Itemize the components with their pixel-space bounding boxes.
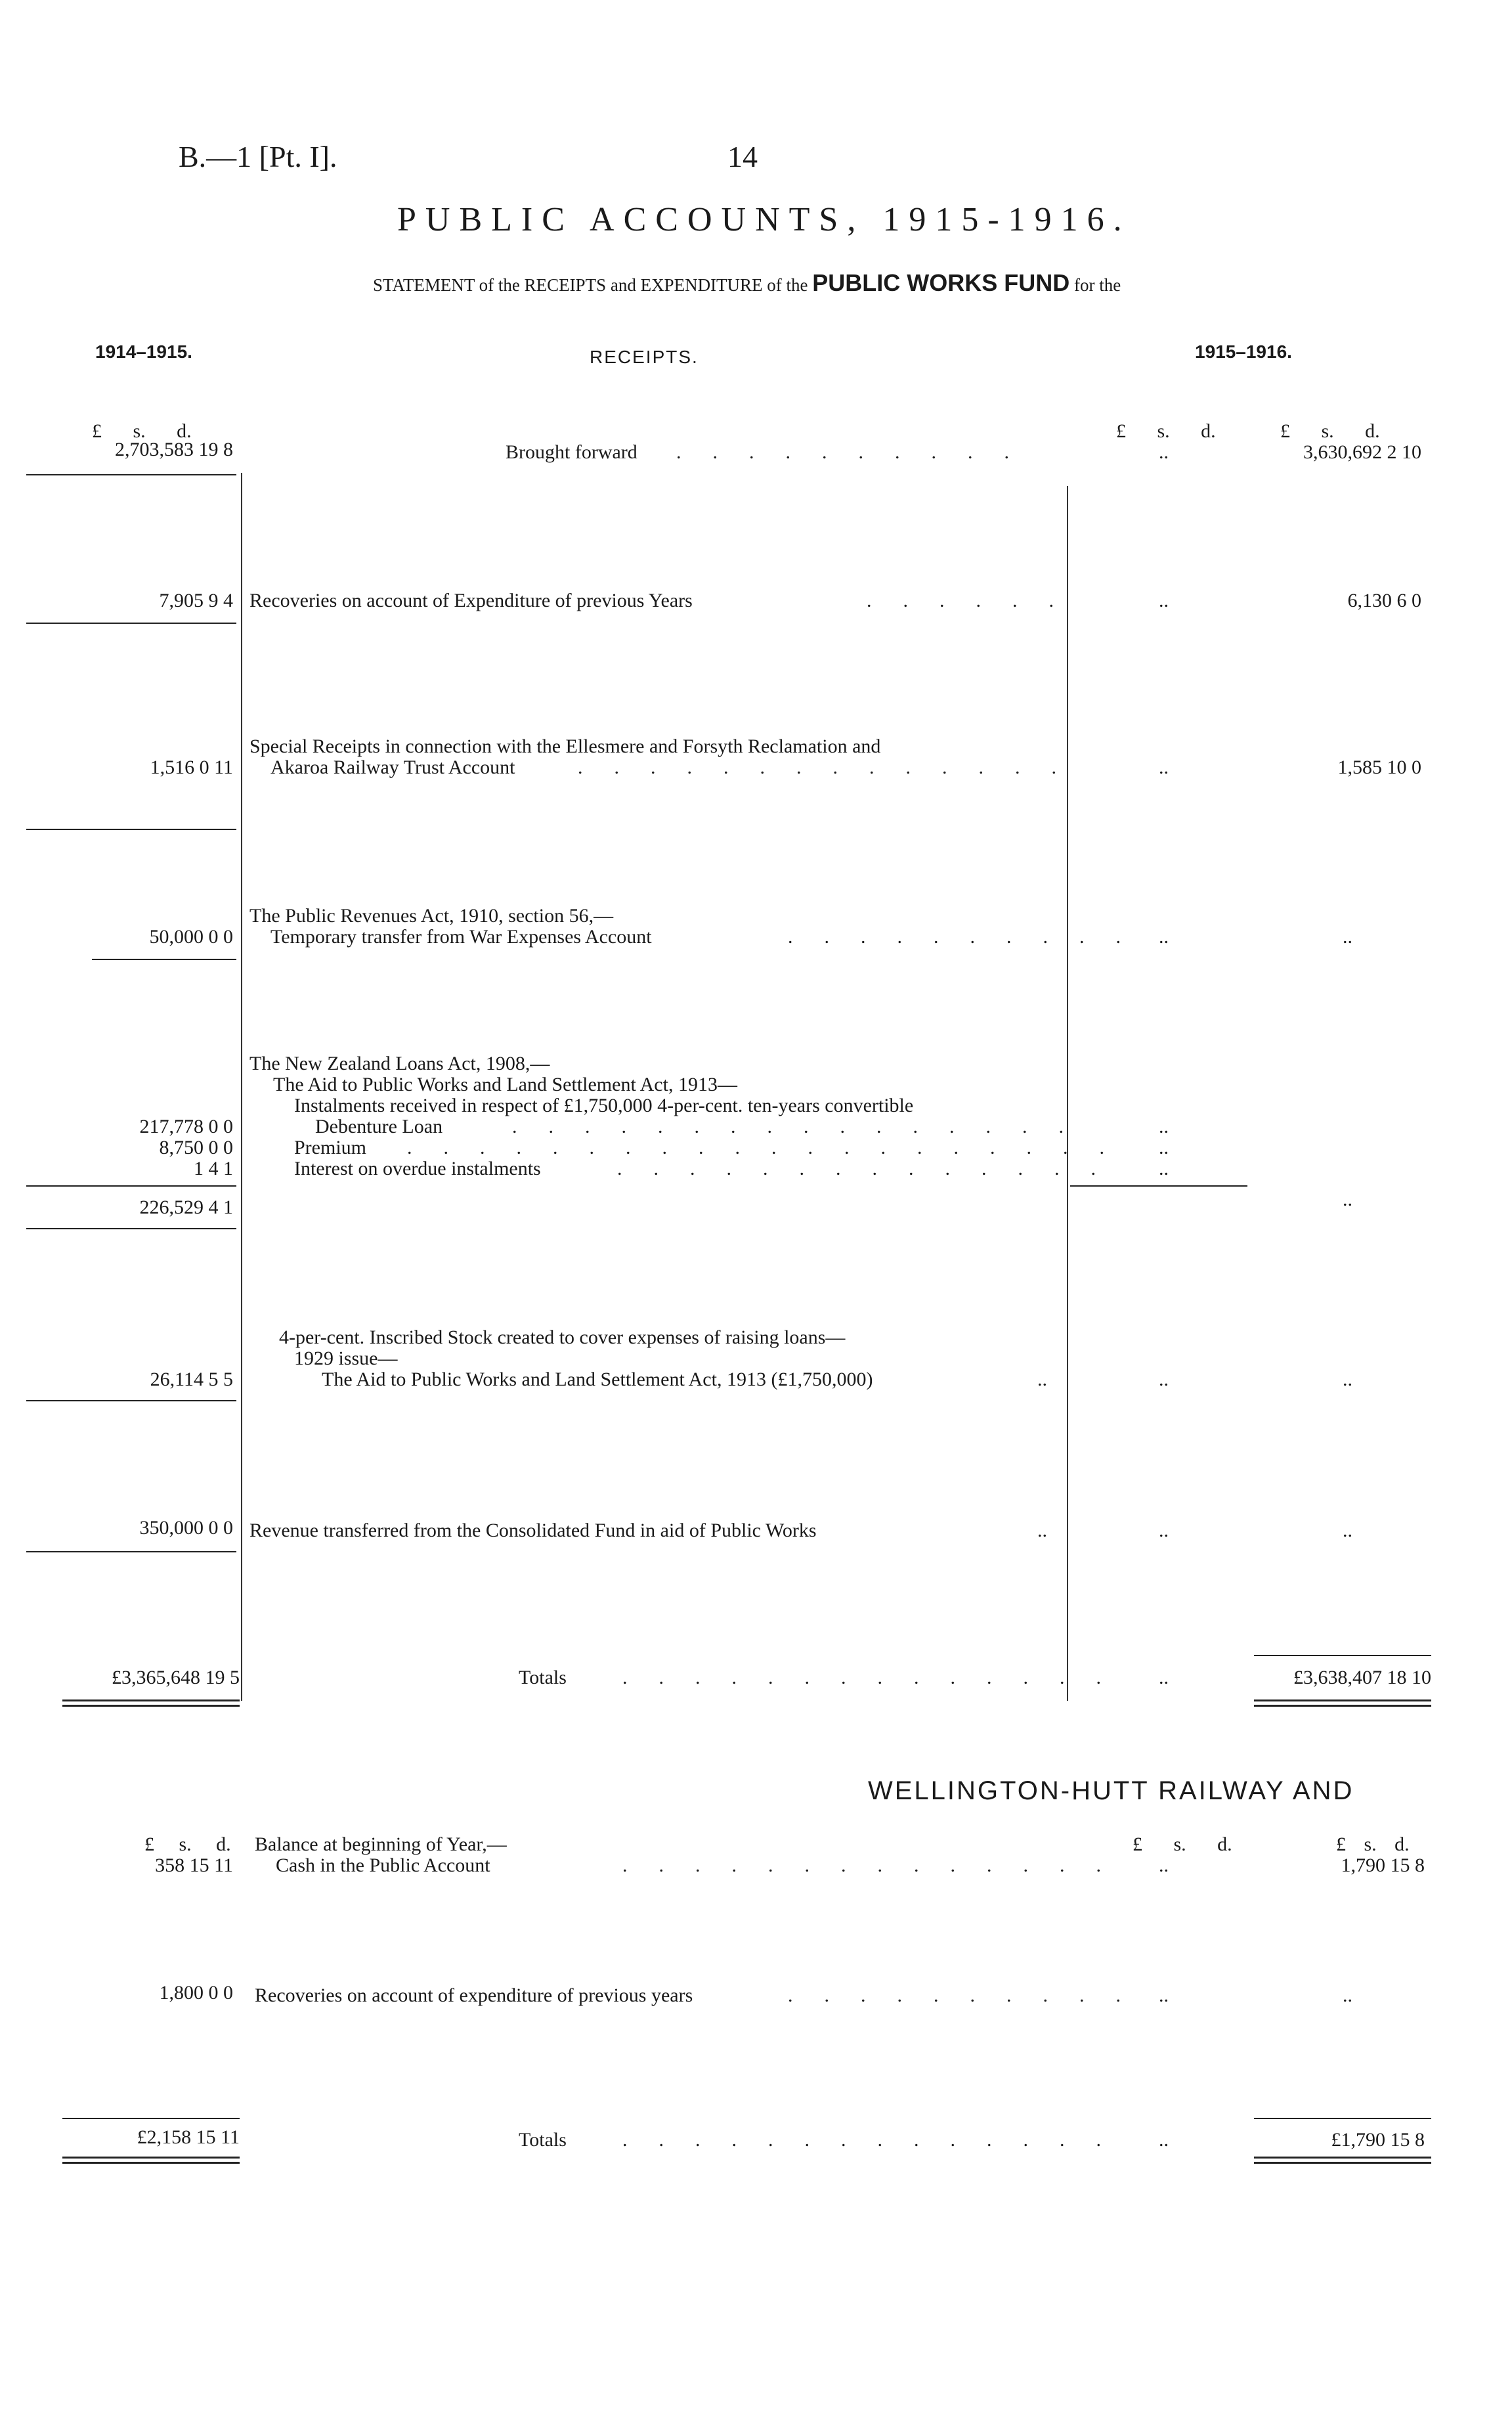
rule — [26, 1551, 236, 1552]
rule — [92, 959, 236, 960]
double-rule — [1254, 1705, 1431, 1707]
wellington-balance-current: 1,790 15 8 — [1341, 1854, 1425, 1876]
totals-current: £3,638,407 18 10 — [1293, 1667, 1431, 1688]
unit-label-right-a: £ s. d. — [1116, 420, 1216, 442]
loans-act-label-5: Premium — [294, 1137, 366, 1158]
consolidated-label: Revenue transferred from the Consolidated Fund in aid of Public Works — [249, 1520, 817, 1541]
special-receipts-previous: 1,516 0 11 — [150, 756, 233, 778]
wellington-totals-current-a: .. — [1159, 2129, 1169, 2151]
brought-forward-current: 3,630,692 2 10 — [1303, 441, 1421, 463]
brought-forward-current-a: .. — [1159, 441, 1169, 463]
loans-subtotal-previous: 226,529 4 1 — [139, 1196, 233, 1218]
loans-premium-previous: 8,750 0 0 — [159, 1137, 233, 1158]
recoveries-label: Recoveries on account of Expenditure of previous Years — [249, 590, 693, 611]
consolidated-current: .. — [1343, 1520, 1352, 1541]
wellington-balance-label-2: Cash in the Public Account — [276, 1854, 490, 1876]
loans-act-label-6: Interest on overdue instalments — [294, 1158, 541, 1179]
leader-dots: .......... — [676, 441, 1041, 463]
wellington-totals-current: £1,790 15 8 — [1331, 2129, 1425, 2151]
brought-forward-label: Brought forward — [506, 441, 637, 463]
leader-dots: .. — [1037, 1520, 1047, 1541]
subtitle-fund-name: PUBLIC WORKS FUND — [812, 269, 1070, 296]
unit-label-right-b: £ s. d. — [1280, 420, 1380, 442]
inscribed-stock-current: .. — [1343, 1369, 1352, 1390]
column-year-previous: 1914–1915. — [95, 341, 192, 362]
loans-subtotal-current: .. — [1343, 1189, 1352, 1210]
column-rule-right — [1067, 486, 1068, 1701]
loans-interest-current: .. — [1159, 1158, 1169, 1179]
leader-dots: .............. — [622, 2129, 1133, 2151]
inscribed-stock-label-2: 1929 issue— — [294, 1348, 398, 1369]
revenues-act-current-a: .. — [1159, 926, 1169, 948]
leader-dots: ................ — [512, 1116, 1095, 1137]
special-receipts-label-2: Akaroa Railway Trust Account — [270, 756, 515, 778]
section-heading-wellington: WELLINGTON-HUTT RAILWAY AND — [868, 1776, 1354, 1805]
page-title: PUBLIC ACCOUNTS, 1915-1916. — [397, 201, 1131, 238]
recoveries-current-a: .. — [1159, 590, 1169, 611]
rule — [26, 1400, 236, 1401]
rule — [1254, 1655, 1431, 1656]
unit-label-right-b: £ s. d. — [1336, 1833, 1410, 1855]
double-rule — [1254, 2162, 1431, 2164]
totals-previous: £3,365,648 19 5 — [112, 1667, 240, 1688]
column-year-current: 1915–1916. — [1195, 341, 1292, 362]
wellington-recoveries-previous: 1,800 0 0 — [159, 1982, 233, 2004]
consolidated-current-a: .. — [1159, 1520, 1169, 1541]
wellington-recoveries-current-a: .. — [1159, 1984, 1169, 2006]
subtitle-suffix: for the — [1074, 275, 1121, 295]
loans-act-label-3: Instalments received in respect of £1,750,000 4-per-cent. ten-years convertible — [294, 1095, 914, 1116]
wellington-totals-label: Totals — [519, 2129, 567, 2151]
loans-act-label-2: The Aid to Public Works and Land Settlement Act, 1913— — [273, 1074, 737, 1095]
double-rule — [62, 2157, 240, 2159]
page-number: 14 — [727, 140, 758, 173]
rule — [1070, 1185, 1247, 1187]
unit-label-left: £ s. d. — [144, 1833, 231, 1855]
wellington-balance-current-a: .. — [1159, 1854, 1169, 1876]
leader-dots: .............. — [617, 1158, 1127, 1179]
loans-premium-current: .. — [1159, 1137, 1169, 1158]
wellington-recoveries-current: .. — [1343, 1984, 1352, 2006]
unit-label-right-a: £ s. d. — [1133, 1833, 1232, 1855]
revenues-act-current: .. — [1343, 926, 1352, 948]
totals-current-a: .. — [1159, 1667, 1169, 1688]
leader-dots: .............. — [622, 1667, 1133, 1688]
leader-dots: .............. — [578, 756, 1088, 778]
wellington-balance-previous: 358 15 11 — [155, 1854, 233, 1876]
double-rule — [1254, 2157, 1431, 2159]
double-rule — [62, 2162, 240, 2164]
rule — [26, 1185, 236, 1187]
brought-forward-previous: 2,703,583 19 8 — [115, 439, 233, 460]
special-receipts-label-1: Special Receipts in connection with the Ellesmere and Forsyth Reclamation and — [249, 735, 881, 757]
rule — [26, 623, 236, 624]
column-receipts: RECEIPTS. — [590, 347, 699, 367]
rule — [62, 2118, 240, 2119]
revenues-act-previous: 50,000 0 0 — [149, 926, 233, 948]
loans-debenture-current: .. — [1159, 1116, 1169, 1137]
leader-dots: ...... — [867, 590, 1085, 611]
inscribed-stock-previous: 26,114 5 5 — [150, 1369, 233, 1390]
revenues-act-label-1: The Public Revenues Act, 1910, section 56,— — [249, 905, 614, 927]
loans-act-label-1: The New Zealand Loans Act, 1908,— — [249, 1053, 550, 1074]
document-reference: B.—1 [Pt. I]. — [179, 140, 337, 173]
unit-label-left: £ s. d. — [92, 420, 192, 442]
double-rule — [62, 1705, 240, 1707]
wellington-balance-label-1: Balance at beginning of Year,— — [255, 1833, 507, 1855]
totals-label: Totals — [519, 1667, 567, 1688]
consolidated-previous: 350,000 0 0 — [139, 1517, 233, 1539]
statement-subtitle — [373, 269, 1121, 297]
rule — [1254, 2118, 1431, 2119]
inscribed-stock-label-1: 4-per-cent. Inscribed Stock created to cover expenses of raising loans— — [279, 1327, 846, 1348]
leader-dots: .......... — [788, 926, 1152, 948]
recoveries-previous: 7,905 9 4 — [159, 590, 233, 611]
double-rule — [1254, 1699, 1431, 1701]
revenues-act-label-2: Temporary transfer from War Expenses Account — [270, 926, 652, 948]
leader-dots: .......... — [788, 1984, 1152, 2006]
special-receipts-current-a: .. — [1159, 756, 1169, 778]
inscribed-stock-label-3: The Aid to Public Works and Land Settlement Act, 1913 (£1,750,000) — [322, 1369, 873, 1390]
loans-interest-previous: 1 4 1 — [194, 1158, 233, 1179]
column-rule-left — [241, 473, 242, 1701]
wellington-recoveries-label: Recoveries on account of expenditure of previous years — [255, 1984, 693, 2006]
wellington-totals-previous: £2,158 15 11 — [137, 2126, 240, 2148]
recoveries-current: 6,130 6 0 — [1347, 590, 1421, 611]
leader-dots: .................... — [407, 1137, 1136, 1158]
double-rule — [62, 1699, 240, 1701]
subtitle-prefix: STATEMENT of the RECEIPTS and EXPENDITURE of the — [373, 275, 808, 295]
inscribed-stock-current-a: .. — [1159, 1369, 1169, 1390]
leader-dots: .............. — [622, 1854, 1133, 1876]
special-receipts-current: 1,585 10 0 — [1337, 756, 1421, 778]
rule — [26, 1228, 236, 1229]
rule — [26, 829, 236, 830]
leader-dots: .. — [1037, 1369, 1047, 1390]
loans-debenture-previous: 217,778 0 0 — [139, 1116, 233, 1137]
loans-act-label-4: Debenture Loan — [315, 1116, 443, 1137]
rule — [26, 474, 236, 475]
